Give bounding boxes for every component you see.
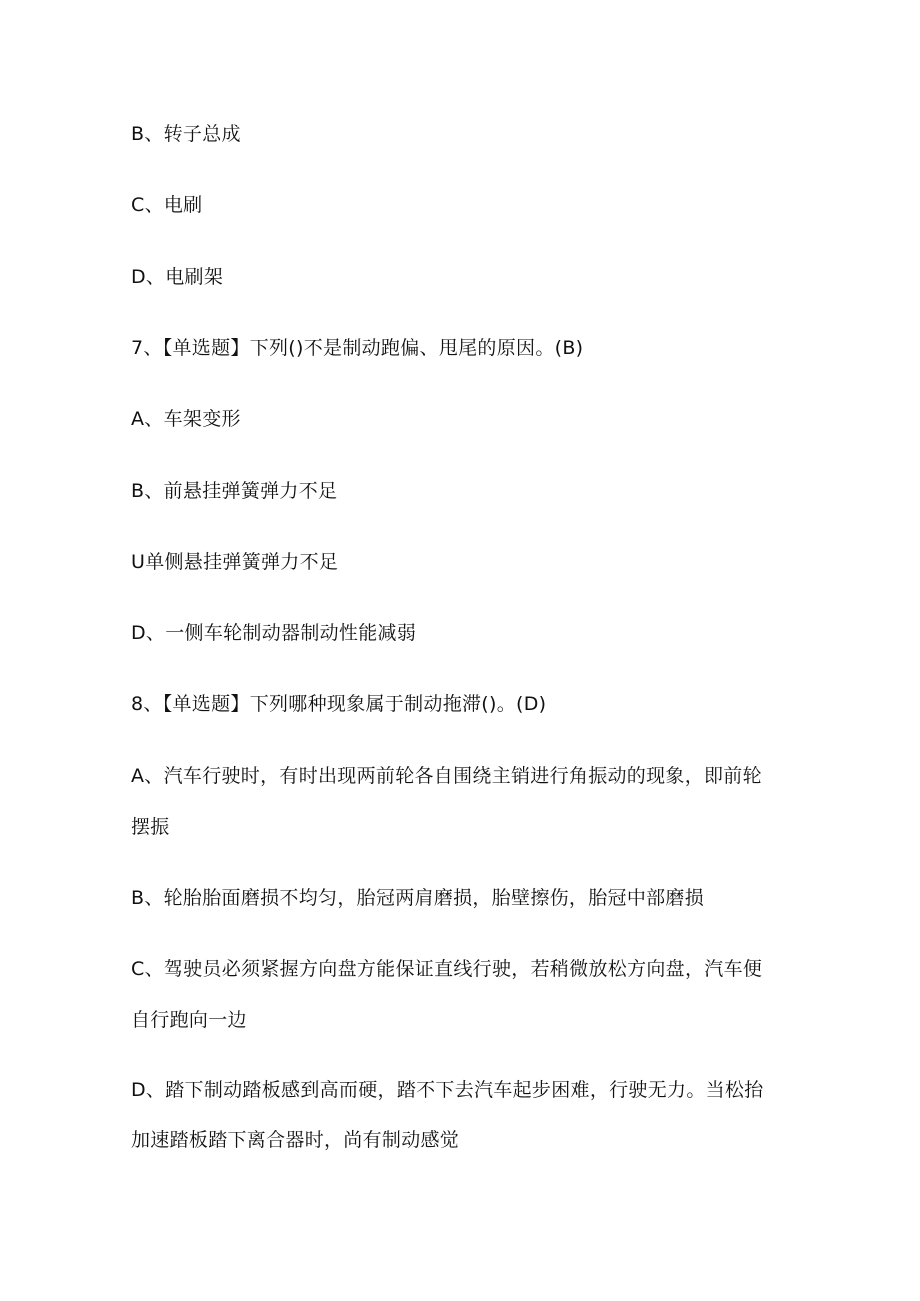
q8-option-b: B、轮胎胎面磨损不均匀，胎冠两肩磨损，胎壁擦伤，胎冠中部磨损 [131, 887, 705, 909]
q7-option-d: D、一侧车轮制动器制动性能减弱 [131, 622, 417, 644]
q8-option-d-line2: 加速踏板踏下离合器时，尚有制动感觉 [131, 1129, 460, 1151]
q6-option-b: B、转子总成 [131, 123, 241, 145]
q8-option-c-line2: 自行跑向一边 [131, 1009, 247, 1031]
q7-option-c: U单侧悬挂弹簧弹力不足 [131, 551, 339, 573]
q6-option-d: D、电刷架 [131, 266, 224, 288]
q7-option-a: A、车架变形 [131, 408, 241, 430]
question-8: 8、【单选题】下列哪种现象属于制动拖滞()。(D) [131, 693, 547, 715]
q6-option-c: C、电刷 [131, 194, 203, 216]
q8-option-a-line1: A、汽车行驶时，有时出现两前轮各自围绕主销进行角振动的现象，即前轮 [131, 765, 762, 787]
q8-option-c-line1: C、驾驶员必须紧握方向盘方能保证直线行驶，若稍微放松方向盘，汽车便 [131, 958, 763, 980]
q7-option-b: B、前悬挂弹簧弹力不足 [131, 480, 338, 502]
question-7: 7、【单选题】下列()不是制动跑偏、甩尾的原因。(B) [131, 337, 584, 359]
q8-option-a-line2: 摆振 [131, 816, 170, 838]
q8-option-d-line1: D、踏下制动踏板感到高而硬，踏不下去汽车起步困难，行驶无力。当松抬 [131, 1079, 764, 1101]
